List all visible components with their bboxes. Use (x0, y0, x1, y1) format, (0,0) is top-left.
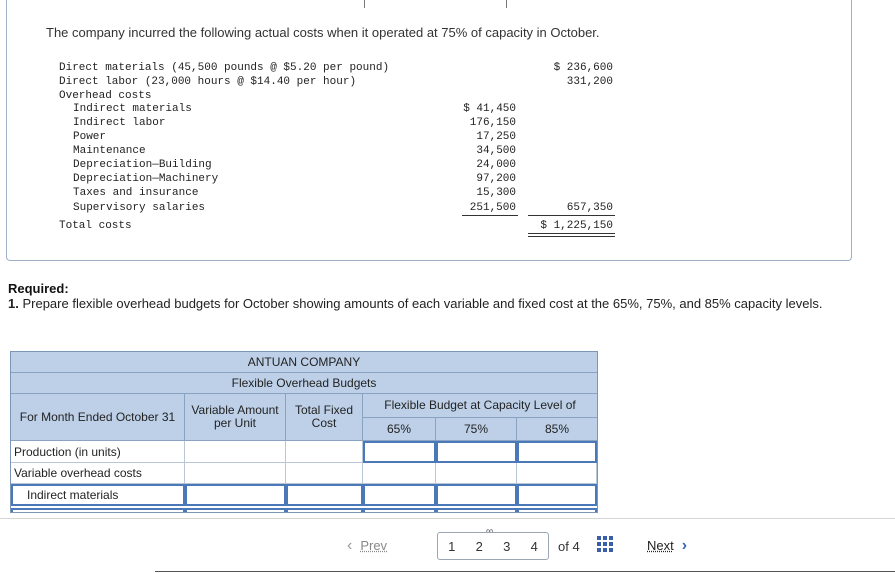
required-item-number: 1. (8, 296, 19, 311)
indirect-materials-65-input[interactable] (363, 484, 436, 506)
next-button[interactable] (647, 538, 687, 553)
blank-cell (517, 463, 597, 484)
total-double-rule (528, 236, 615, 237)
divider-tick (506, 0, 507, 8)
next-row-input[interactable] (517, 508, 597, 513)
indirect-materials-75-input[interactable] (436, 484, 517, 506)
next-label: Next (647, 538, 674, 553)
production-85-input[interactable] (517, 441, 597, 463)
direct-labor-total: 331,200 (566, 76, 613, 88)
page-2-link[interactable]: 2 (475, 538, 483, 554)
production-65-input[interactable] (363, 441, 436, 463)
required-heading: Required: (8, 281, 69, 296)
overhead-item-amount: 17,250 (476, 131, 516, 143)
overhead-total: 657,350 (566, 202, 613, 214)
link-icon: ∞ (486, 526, 494, 537)
overhead-item-label: Power (73, 131, 107, 143)
period-header: For Month Ended October 31 (11, 394, 185, 441)
blank-cell (363, 463, 436, 484)
next-row-label-input[interactable] (11, 508, 185, 513)
table-title-header: Flexible Overhead Budgets (11, 373, 597, 394)
capacity-75-header: 75% (436, 418, 517, 441)
overhead-item-label: Maintenance (73, 145, 146, 157)
overhead-item-amount: 176,150 (469, 117, 516, 129)
intro-text: The company incurred the following actual costs when it operated at 75% of capacity in October. (46, 25, 600, 40)
direct-labor-label: Direct labor (23,000 hours @ $14.40 per hour) (59, 76, 357, 88)
divider-tick (364, 0, 365, 8)
required-item (8, 296, 868, 311)
overhead-item-amount: 251,500 (469, 202, 516, 214)
chevron-right-icon: › (681, 537, 688, 554)
flexible-budget-table (10, 351, 598, 513)
next-row-input[interactable] (363, 508, 436, 513)
overhead-item-label: Indirect materials (73, 103, 192, 115)
subtotal-rule (462, 215, 518, 216)
prev-button[interactable] (347, 538, 387, 553)
capacity-65-header: 65% (363, 418, 436, 441)
overhead-item-label: Supervisory salaries (73, 202, 206, 214)
indirect-materials-variable-input[interactable] (185, 484, 286, 506)
total-double-rule (528, 233, 615, 234)
table-company-header: ANTUAN COMPANY (11, 352, 597, 373)
direct-materials-total: $ 236,600 (553, 62, 613, 74)
total-costs-label: Total costs (59, 220, 132, 232)
row-label-variable-overhead: Variable overhead costs (11, 463, 185, 484)
overhead-item-amount: 15,300 (476, 187, 516, 199)
blank-cell (185, 463, 286, 484)
overhead-heading: Overhead costs (59, 90, 152, 102)
variable-amount-header: Variable Amount per Unit (185, 394, 286, 441)
production-fixed-input (286, 441, 363, 463)
overhead-item-label: Depreciation—Building (73, 159, 212, 171)
required-item-text: Prepare flexible overhead budgets for October showing amounts of each variable and fixed cost at the 65%, 75%, and 85% capacity levels. (22, 296, 823, 311)
page-1-link[interactable]: 1 (448, 538, 456, 554)
next-row-input[interactable] (185, 508, 286, 513)
prev-label: Prev (360, 538, 388, 553)
direct-materials-label: Direct materials (45,500 pounds @ $5.20 per pound) (59, 62, 390, 74)
overhead-item-label: Depreciation—Machinery (73, 173, 219, 185)
grid-icon[interactable] (597, 536, 613, 552)
chevron-left-icon: ‹ (347, 537, 353, 554)
total-costs-value: $ 1,225,150 (540, 220, 613, 232)
row-label-indirect-materials[interactable] (11, 484, 185, 506)
next-row-input[interactable] (286, 508, 363, 513)
overhead-item-label: Taxes and insurance (73, 187, 199, 199)
blank-cell (436, 463, 517, 484)
next-row-input[interactable] (436, 508, 517, 513)
overhead-item-label: Indirect labor (73, 117, 166, 129)
indirect-materials-text: Indirect materials (27, 488, 119, 502)
indirect-materials-fixed-input[interactable] (286, 484, 363, 506)
production-75-input[interactable] (436, 441, 517, 463)
blank-cell (286, 463, 363, 484)
indirect-materials-85-input[interactable] (517, 484, 597, 506)
overhead-item-amount: $ 41,450 (463, 103, 516, 115)
capacity-level-group-header: Flexible Budget at Capacity Level of (363, 394, 597, 418)
page-count: of 4 (558, 539, 580, 554)
production-variable-input (185, 441, 286, 463)
overhead-item-amount: 24,000 (476, 159, 516, 171)
page-3-link[interactable]: 3 (503, 538, 511, 554)
overhead-item-amount: 34,500 (476, 145, 516, 157)
page-selector (437, 532, 549, 560)
row-label-production: Production (in units) (11, 441, 185, 463)
subtotal-rule (528, 215, 615, 216)
capacity-85-header: 85% (517, 418, 597, 441)
page-4-link[interactable]: 4 (530, 538, 538, 554)
overhead-item-amount: 97,200 (476, 173, 516, 185)
total-fixed-cost-header: Total Fixed Cost (286, 394, 363, 441)
